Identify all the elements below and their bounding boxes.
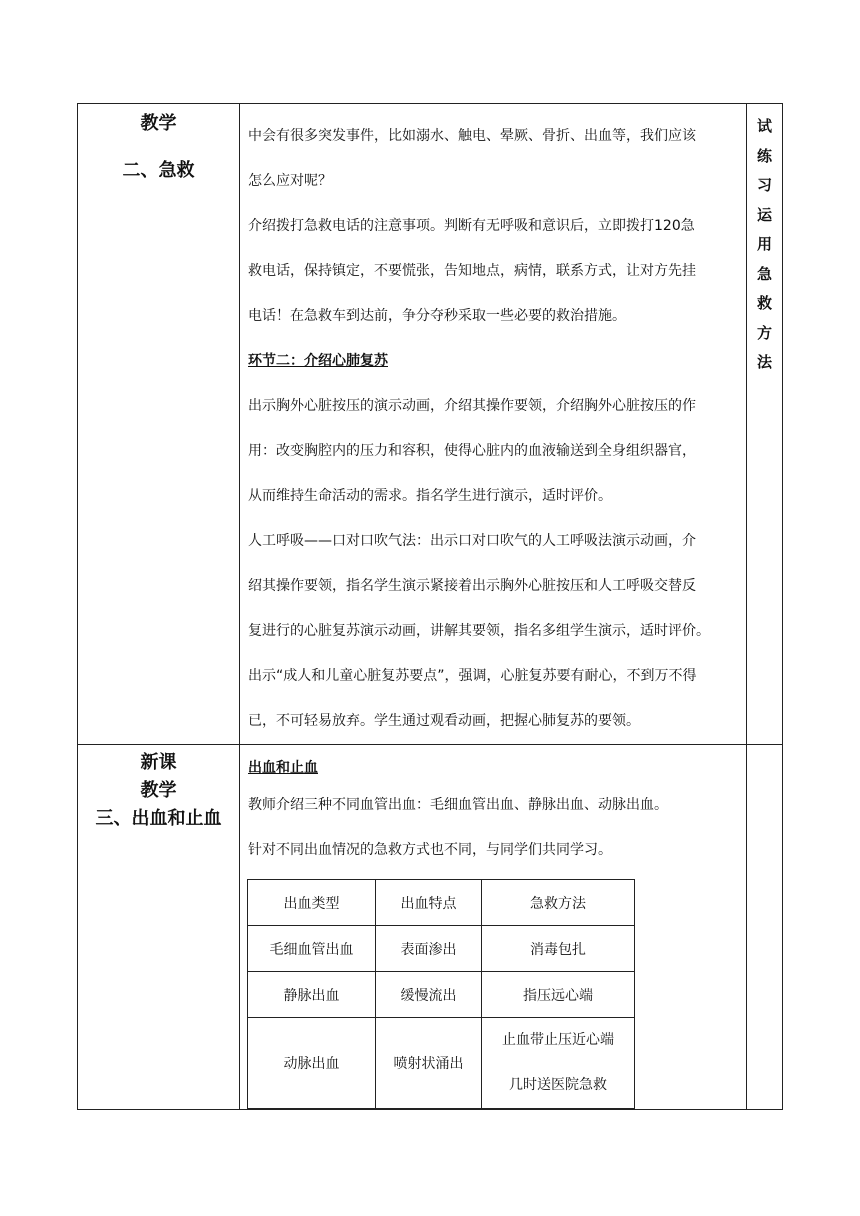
side-char: 用 [756,235,772,253]
paragraph-line: 已，不可轻易放弃。学生通过观看动画，把握心肺复苏的要领。 [248,713,640,729]
content-cell [240,745,747,1110]
side-char: 试 [756,117,772,135]
side-char: 救 [756,294,772,312]
table-cell: 动脉出血 [248,1018,376,1109]
table-row-bleeding [78,745,783,1110]
paragraph-line: 出示“成人和儿童心脏复苏要点”，强调，心脏复苏要有耐心，不到万不得 [248,668,697,684]
cell-line: 止血带止压近心端 [502,1032,614,1048]
content-cell [240,104,747,745]
content-text [240,104,746,744]
paragraph-line: 出示胸外心脏按压的演示动画，介绍其操作要领，介绍胸外心脏按压的作 [248,398,696,414]
paragraph-line: 针对不同出血情况的急救方式也不同，与同学们共同学习。 [248,842,612,858]
stage-label: 教学 [140,780,177,801]
paragraph-line: 教师介绍三种不同血管出血：毛细血管出血、静脉出血、动脉出血。 [248,797,668,813]
paragraph-line: 从而维持生命活动的需求。指名学生进行演示，适时评价。 [248,488,612,504]
paragraph-line: 怎么应对呢？ [248,173,332,189]
stage-cell [78,745,240,1110]
side-char: 方 [756,323,772,342]
section-heading: 出血和止血 [248,760,318,776]
table-cell: 表面渗出 [376,926,482,972]
section-title: 二、急救 [122,160,195,181]
table-header-cell: 出血类型 [248,880,376,926]
design-intent-cell [747,104,783,745]
paragraph-line: 介绍拨打急救电话的注意事项。判断有无呼吸和意识后，立即拨打120急 [248,218,695,234]
table-row [248,1018,635,1109]
side-char: 急 [756,264,772,283]
paragraph-line: 人工呼吸——口对口吹气法：出示口对口吹气的人工呼吸法演示动画，介 [248,533,696,549]
side-char: 运 [756,205,772,224]
side-char: 习 [756,176,772,194]
bleeding-types-table [247,879,635,1109]
side-char: 法 [756,353,772,371]
table-row [248,972,635,1018]
paragraph-line: 中会有很多突发事件，比如溺水、触电、晕厥、骨折、出血等，我们应该 [248,128,696,144]
table-header-cell: 急救方法 [482,880,635,926]
paragraph-line: 电话！在急救车到达前，争分夺秒采取一些必要的救治措施。 [248,308,626,324]
lesson-plan-table [77,103,783,1110]
table-cell: 静脉出血 [248,972,376,1018]
paragraph-line: 用：改变胸腔内的压力和容积，使得心脏内的血液输送到全身组织器官， [248,443,696,459]
table-cell: 缓慢流出 [376,972,482,1018]
table-header-row [248,880,635,926]
table-row-emergency [78,104,783,745]
table-cell [482,1018,635,1109]
table-row [248,926,635,972]
paragraph-line: 救电话，保持镇定，不要慌张，告知地点，病情，联系方式，让对方先挂 [248,263,696,279]
table-cell: 毛细血管出血 [248,926,376,972]
content-text [240,745,746,873]
side-char: 练 [756,146,772,165]
stage-label: 教学 [140,113,177,134]
stage-cell [78,104,240,745]
paragraph-line: 绍其操作要领，指名学生演示紧接着出示胸外心脏按压和人工呼吸交替反 [248,578,696,594]
section-title: 三、出血和止血 [95,808,222,829]
table-header-cell: 出血特点 [376,880,482,926]
paragraph-line: 复进行的心脏复苏演示动画，讲解其要领，指名多组学生演示，适时评价。 [248,623,710,639]
table-cell: 消毒包扎 [482,926,635,972]
design-intent-cell [747,745,783,1110]
cell-line: 几时送医院急救 [509,1077,607,1093]
table-cell: 指压远心端 [482,972,635,1018]
table-cell: 喷射状涌出 [376,1018,482,1109]
section-heading: 环节二：介绍心肺复苏 [248,353,388,369]
stage-label: 新课 [140,752,177,773]
